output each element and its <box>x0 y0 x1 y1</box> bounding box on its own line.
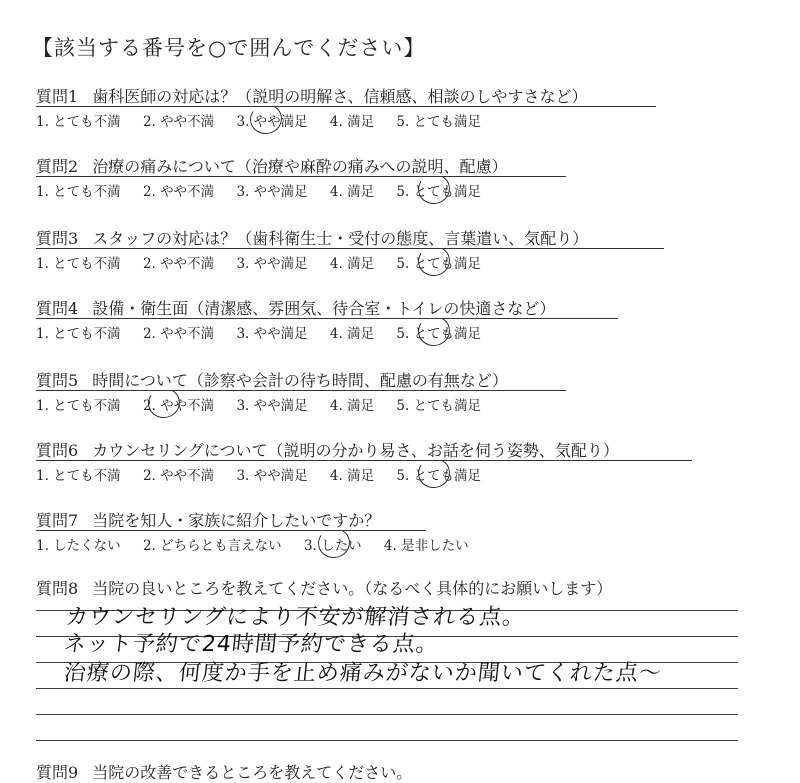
option-5[interactable]: 5. とても満足 <box>396 326 482 342</box>
question-number: 質問5 <box>36 371 79 390</box>
question-number: 質問2 <box>36 157 79 176</box>
question-8-title <box>36 576 612 599</box>
option-1[interactable]: 1. とても不満 <box>36 114 121 130</box>
question-1-title <box>36 84 588 107</box>
question-4-underline <box>36 318 618 319</box>
question-3-underline <box>36 248 664 249</box>
option-2[interactable]: 2. やや不満 <box>142 256 215 272</box>
option-2[interactable]: 2. やや不満 <box>142 114 215 130</box>
option-2[interactable]: 2. やや不満 <box>142 184 215 200</box>
option-4[interactable]: 4. 是非したい <box>383 538 469 554</box>
question-number: 質問1 <box>36 87 79 106</box>
question-1-underline <box>36 106 656 107</box>
answer-line <box>36 740 738 741</box>
question-5-title <box>36 368 508 391</box>
handwritten-answer-1: カウンセリングにより不安が解消される点。 <box>64 605 527 630</box>
question-6-title <box>36 438 619 461</box>
question-2-underline <box>36 176 566 177</box>
question-6-underline <box>36 460 692 461</box>
question-number: 質問7 <box>36 511 79 530</box>
option-4[interactable]: 4. 満足 <box>329 398 375 414</box>
question-text: 当院の改善できるところを教えてください。 <box>92 763 413 782</box>
option-3[interactable]: 3. やや満足 <box>236 256 308 272</box>
question-text: スタッフの対応は？（歯科衛生士・受付の態度、言葉遣い、気配り） <box>92 229 589 248</box>
question-7-options <box>36 534 487 554</box>
option-2[interactable]: 2. やや不満 <box>142 326 215 342</box>
option-3[interactable]: 3. やや満足 <box>236 468 308 484</box>
question-number: 質問3 <box>36 229 79 248</box>
answer-line <box>36 714 738 715</box>
question-number: 質問8 <box>36 579 79 598</box>
question-number: 質問4 <box>36 299 79 318</box>
option-5[interactable]: 5. とても満足 <box>396 114 482 130</box>
option-1[interactable]: 1. とても不満 <box>36 398 121 414</box>
question-7-title <box>36 508 380 531</box>
answer-line <box>36 688 738 689</box>
option-3[interactable]: 3. したい <box>303 538 362 554</box>
question-text: 治療の痛みについて（治療や麻酔の痛みへの説明、配慮） <box>92 157 508 176</box>
option-1[interactable]: 1. したくない <box>36 538 121 554</box>
question-text: カウンセリングについて（説明の分かり易さ、お話を伺う姿勢、気配り） <box>92 441 619 460</box>
option-3[interactable]: 3. やや満足 <box>236 398 308 414</box>
question-number: 質問9 <box>36 763 79 782</box>
handwritten-answer-2: ネット予約で24時間予約できる点。 <box>62 632 441 657</box>
option-5[interactable]: 5. とても満足 <box>396 468 482 484</box>
question-text: 時間について（診察や会計の待ち時間、配慮の有無など） <box>92 371 508 390</box>
question-7-underline <box>36 530 426 531</box>
question-5-options <box>36 394 499 414</box>
option-1[interactable]: 1. とても不満 <box>36 468 121 484</box>
option-3[interactable]: 3. やや満足 <box>236 184 308 200</box>
option-5[interactable]: 5. とても満足 <box>396 184 482 200</box>
option-2[interactable]: 2. やや不満 <box>142 398 215 414</box>
question-text: 当院を知人・家族に紹介したいですか？ <box>92 511 381 530</box>
option-1[interactable]: 1. とても不満 <box>36 326 121 342</box>
option-4[interactable]: 4. 満足 <box>329 114 375 130</box>
question-4-title <box>36 296 555 319</box>
option-5[interactable]: 5. とても満足 <box>396 398 482 414</box>
question-number: 質問6 <box>36 441 79 460</box>
option-1[interactable]: 1. とても不満 <box>36 184 121 200</box>
question-text: 設備・衛生面（清潔感、雰囲気、待合室・トイレの快適さなど） <box>92 299 556 318</box>
question-text: 当院の良いところを教えてください。（なるべく具体的にお願いします） <box>92 579 613 598</box>
option-4[interactable]: 4. 満足 <box>329 184 375 200</box>
option-4[interactable]: 4. 満足 <box>329 326 375 342</box>
question-text: 歯科医師の対応は？（説明の明解さ、信頼感、相談のしやすさなど） <box>92 87 588 106</box>
handwritten-answer-3: 治療の際、何度か手を止め痛みがないか聞いてくれた点〜 <box>62 661 664 686</box>
option-5[interactable]: 5. とても満足 <box>396 256 482 272</box>
page-title: 【該当する番号を○で囲んでください】 <box>32 36 426 60</box>
option-2[interactable]: 2. どちらとも言えない <box>142 538 282 554</box>
option-3[interactable]: 3. やや満足 <box>236 326 308 342</box>
question-5-underline <box>36 390 566 391</box>
option-2[interactable]: 2. やや不満 <box>142 468 215 484</box>
option-4[interactable]: 4. 満足 <box>329 468 375 484</box>
option-1[interactable]: 1. とても不満 <box>36 256 121 272</box>
question-3-title <box>36 226 588 249</box>
option-3[interactable]: 3. やや満足 <box>236 114 308 130</box>
option-4[interactable]: 4. 満足 <box>329 256 375 272</box>
